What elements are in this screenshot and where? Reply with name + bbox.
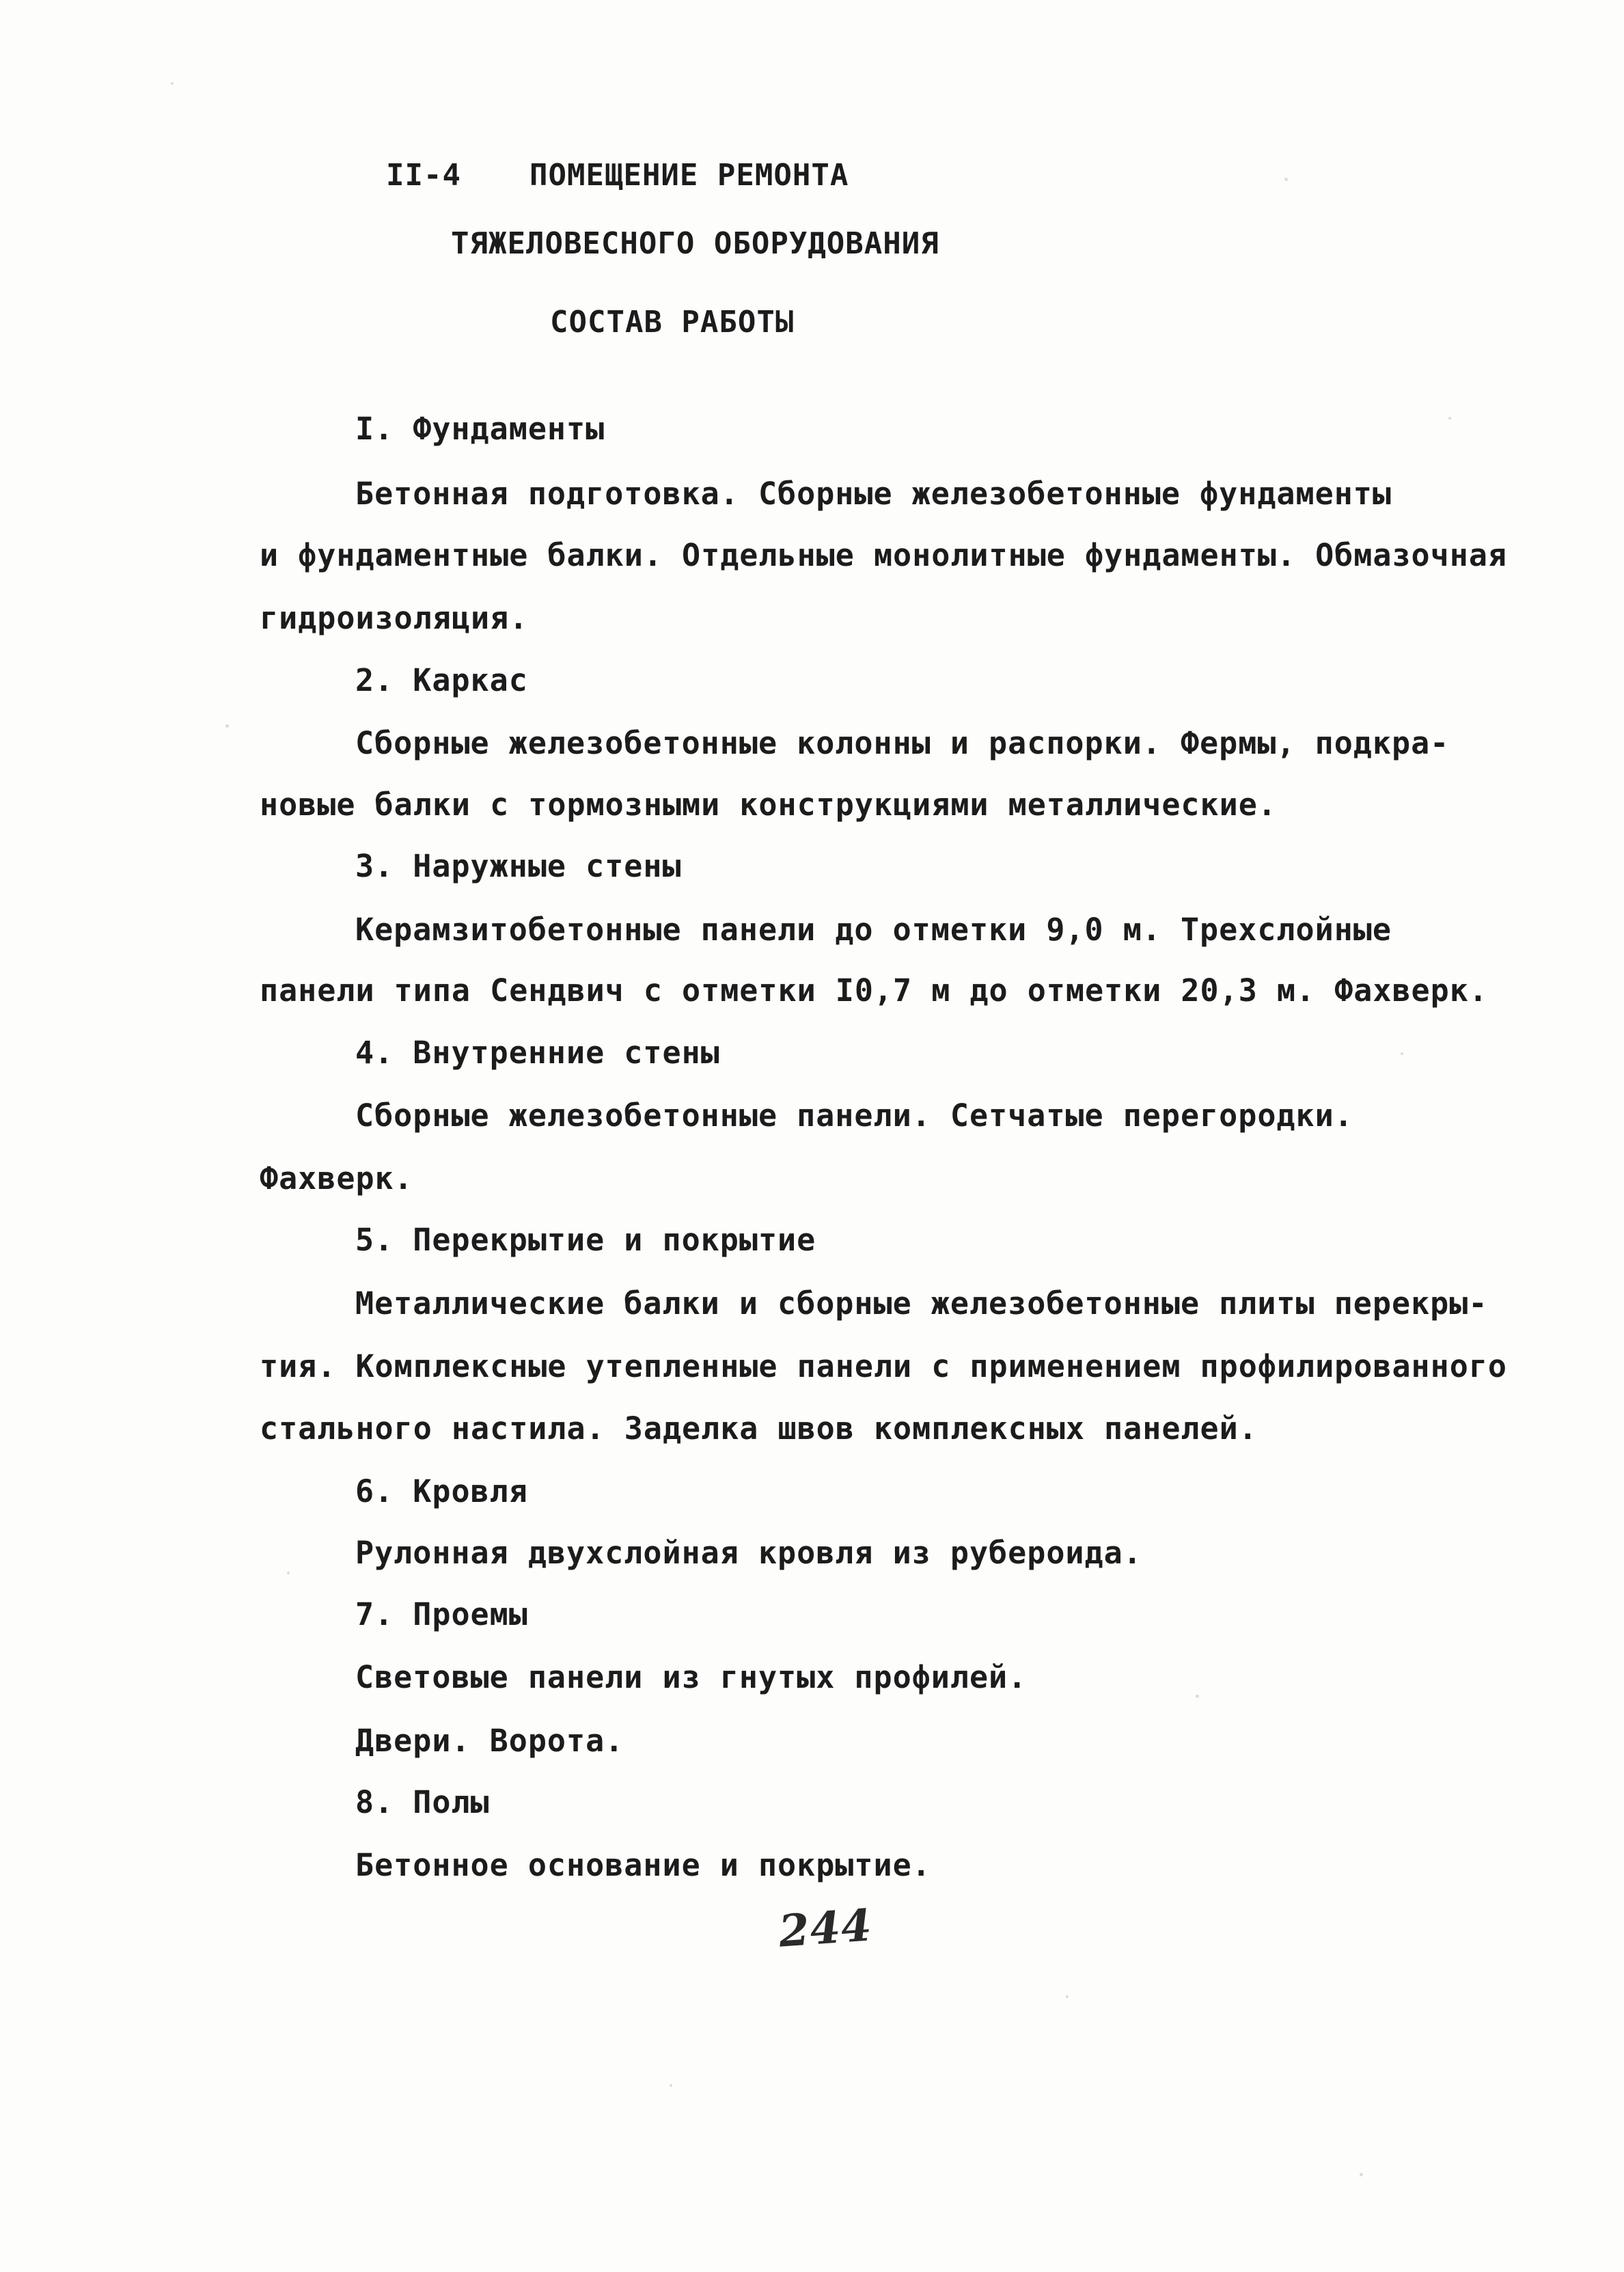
scan-speck: [287, 1572, 290, 1574]
section-code: II-4: [386, 158, 461, 193]
section-2-line-1: Сборные железобетонные колонны и распорки. Фермы, подкра-: [355, 725, 1450, 761]
page-number: 244: [777, 1900, 875, 1958]
section-heading-2: 2. Каркас: [355, 662, 528, 698]
subtitle: СОСТАВ РАБОТЫ: [550, 305, 795, 340]
title-line-2: ТЯЖЕЛОВЕСНОГО ОБОРУДОВАНИЯ: [451, 226, 939, 261]
scan-speck: [670, 2084, 672, 2087]
section-1-line-1: Бетонная подготовка. Сборные железобетонные фундаменты: [355, 476, 1392, 512]
section-7-line-1: Световые панели из гнутых профилей.: [355, 1659, 1028, 1695]
section-heading-1: I. Фундаменты: [355, 411, 605, 447]
scan-speck: [1360, 2173, 1363, 2176]
scan-speck: [1196, 1695, 1199, 1698]
scan-speck: [1448, 417, 1451, 420]
section-4-line-1: Сборные железобетонные панели. Сетчатые перегородки.: [355, 1097, 1353, 1134]
section-2-line-2: новые балки с тормозными конструкциями металлические.: [260, 786, 1277, 823]
scan-speck: [225, 724, 229, 728]
section-1-line-3: гидроизоляция.: [260, 600, 529, 636]
title-line-1: ПОМЕЩЕНИЕ РЕМОНТА: [529, 158, 849, 193]
scan-speck: [1401, 1052, 1403, 1055]
section-8-line-1: Бетонное основание и покрытие.: [355, 1847, 931, 1883]
section-5-line-3: стального настила. Заделка швов комплексных панелей.: [260, 1410, 1258, 1447]
section-heading-5: 5. Перекрытие и покрытие: [355, 1222, 816, 1258]
section-heading-4: 4. Внутренние стены: [355, 1035, 720, 1071]
scan-speck: [1066, 1995, 1069, 1998]
section-heading-7: 7. Проемы: [355, 1596, 528, 1632]
section-heading-6: 6. Кровля: [355, 1473, 528, 1509]
section-heading-3: 3. Наружные стены: [355, 848, 682, 884]
section-1-line-2: и фундаментные балки. Отдельные монолитные фундаменты. Обмазочная: [260, 537, 1507, 573]
section-heading-8: 8. Полы: [355, 1784, 490, 1820]
scan-speck: [171, 82, 174, 85]
scan-speck: [1284, 178, 1288, 181]
section-3-line-1: Керамзитобетонные панели до отметки 9,0 м. Трехслойные: [355, 912, 1392, 948]
section-7-line-2: Двери. Ворота.: [355, 1723, 624, 1759]
section-6-line-1: Рулонная двухслойная кровля из рубероида.: [355, 1535, 1142, 1571]
section-4-line-2: Фахверк.: [260, 1160, 413, 1196]
section-5-line-1: Металлические балки и сборные железобетонные плиты перекры-: [355, 1285, 1488, 1322]
section-3-line-2: панели типа Сендвич с отметки I0,7 м до отметки 20,3 м. Фахверк.: [260, 972, 1488, 1009]
section-5-line-2: тия. Комплексные утепленные панели с применением профилированного: [260, 1348, 1507, 1384]
